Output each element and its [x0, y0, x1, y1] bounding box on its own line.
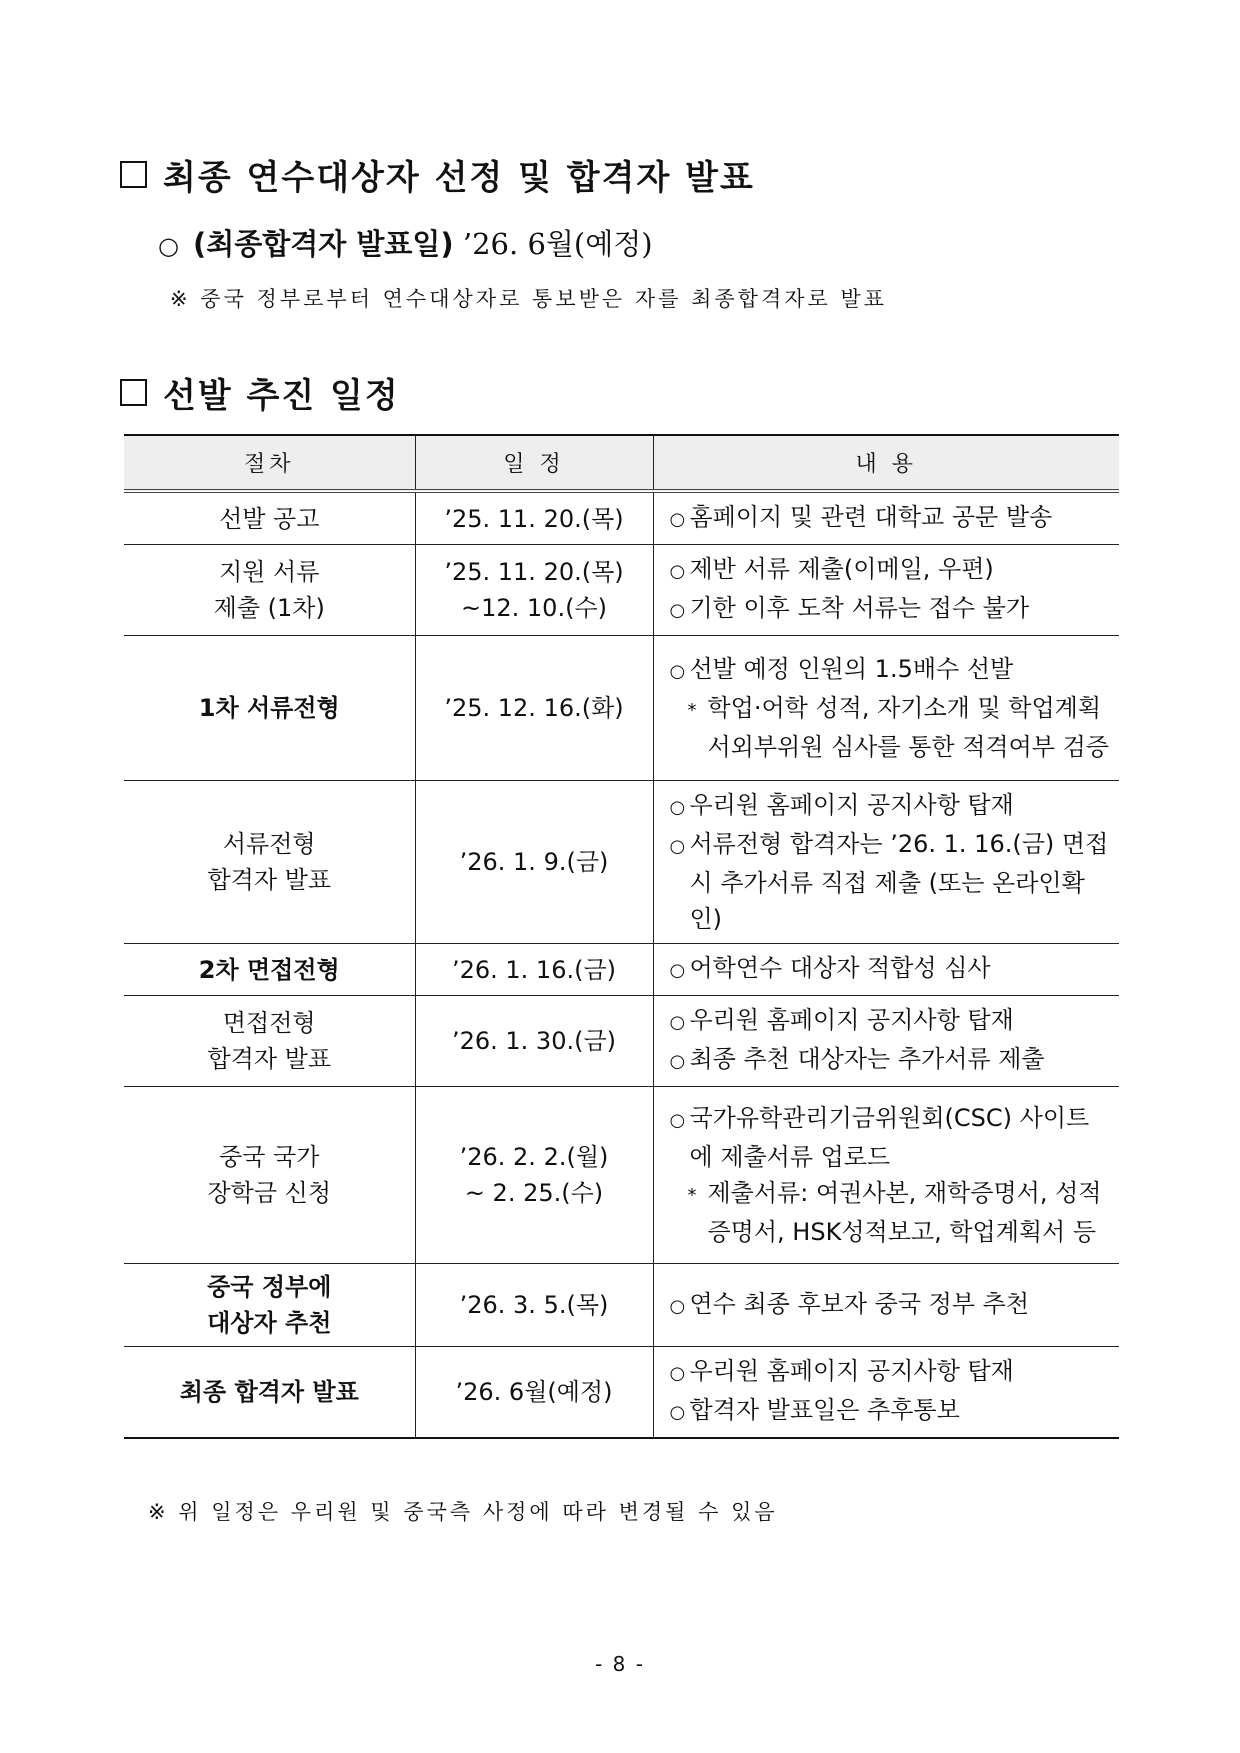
schedule-date-line: ’26. 2. 2.(월) [459, 1143, 609, 1171]
schedule-date-cell [415, 1087, 653, 1264]
asterisk-icon: * [687, 1185, 697, 1206]
content-cell [653, 1264, 1119, 1347]
content-text: 어학연수 대상자 적합성 심사 [689, 954, 991, 982]
section-title-final [120, 150, 755, 199]
content-text: 국가유학관리기금위원회(CSC) 사이트에 제출서류 업로드 [689, 1104, 1090, 1171]
final-announcement-item [158, 222, 653, 263]
table-row [124, 636, 1119, 781]
schedule-date-line: ’25. 11. 20.(목) [444, 558, 624, 586]
circle-bullet-icon: ○ [669, 600, 686, 621]
content-text: 우리원 홈페이지 공지사항 탑재 [689, 791, 1014, 819]
content-cell [653, 636, 1119, 781]
table-row [124, 781, 1119, 944]
content-item [670, 1041, 1112, 1080]
schedule-date-line: ’26. 3. 5.(목) [459, 1291, 609, 1319]
table-row [124, 1347, 1119, 1439]
procedure-line: 장학금 신청 [207, 1179, 332, 1207]
content-item [670, 1002, 1112, 1041]
asterisk-icon: * [687, 700, 697, 721]
schedule-date-cell [415, 1347, 653, 1439]
schedule-date-line: ~ 2. 25.(수) [464, 1179, 604, 1207]
content-text: 기한 이후 도착 서류는 접수 불가 [689, 594, 1030, 622]
final-announcement-label: (최종합격자 발표일) [192, 227, 454, 261]
circle-bullet-icon: ○ [669, 1012, 686, 1033]
schedule-date-cell [415, 781, 653, 944]
content-text: 최종 추천 대상자는 추가서류 제출 [689, 1045, 1045, 1073]
schedule-footnote [148, 1496, 778, 1526]
table-row [124, 1087, 1119, 1264]
circle-bullet-icon: ○ [669, 797, 686, 818]
content-subnote [670, 690, 1112, 765]
circle-bullet-icon: ○ [669, 1363, 686, 1384]
procedure-cell [124, 491, 415, 545]
table-row [124, 491, 1119, 545]
reference-mark-icon: ※ [148, 1500, 169, 1524]
content-item [670, 1353, 1112, 1392]
schedule-date-line: ’26. 1. 30.(금) [451, 1027, 617, 1055]
table-row [124, 545, 1119, 636]
content-cell [653, 545, 1119, 636]
content-text: 서류전형 합격자는 ’26. 1. 16.(금) 면접 시 추가서류 직접 제출 (또는 온라인확인) [689, 830, 1109, 933]
page-number: - 8 - [595, 1652, 645, 1676]
section-title-final-text: 최종 연수대상자 선정 및 합격자 발표 [163, 158, 755, 198]
procedure-cell [124, 545, 415, 636]
reference-mark-icon: ※ [170, 287, 191, 311]
content-cell [653, 1087, 1119, 1264]
circle-bullet-icon: ○ [669, 1110, 686, 1131]
content-text: 홈페이지 및 관련 대학교 공문 발송 [689, 503, 1053, 531]
procedure-line: 서류전형 [222, 830, 316, 858]
content-item [670, 1100, 1112, 1175]
final-announcement-note [170, 283, 887, 313]
procedure-cell [124, 1264, 415, 1347]
procedure-line: 중국 국가 [219, 1143, 320, 1171]
schedule-date-cell [415, 491, 653, 545]
content-text: 합격자 발표일은 추후통보 [689, 1396, 960, 1424]
content-cell [653, 781, 1119, 944]
procedure-line: 면접전형 [222, 1009, 316, 1037]
section-title-schedule [120, 368, 400, 417]
schedule-date-line: ’25. 12. 16.(화) [444, 694, 624, 722]
procedure-line: 제출 (1차) [213, 594, 325, 622]
procedure-line: 지원 서류 [219, 558, 320, 586]
content-item [670, 590, 1112, 629]
header-schedule: 일 정 [415, 435, 653, 491]
content-text: 선발 예정 인원의 1.5배수 선발 [689, 655, 1014, 683]
content-text: 제출서류: 여권사본, 재학증명서, 성적증명서, HSK성적보고, 학업계획서 등 [707, 1179, 1102, 1246]
schedule-date-cell [415, 636, 653, 781]
content-item [670, 1392, 1112, 1431]
schedule-date-line: ~12. 10.(수) [461, 594, 607, 622]
procedure-line: 1차 서류전형 [198, 694, 340, 722]
procedure-cell [124, 636, 415, 781]
procedure-line: 최종 합격자 발표 [179, 1378, 359, 1406]
content-text: 연수 최종 후보자 중국 정부 추천 [689, 1289, 1030, 1318]
content-subnote [670, 1175, 1112, 1250]
circle-bullet-icon: ○ [669, 561, 686, 582]
content-text: 제반 서류 제출(이메일, 우편) [689, 555, 994, 583]
section-title-schedule-text: 선발 추진 일정 [163, 376, 400, 416]
schedule-date-cell [415, 944, 653, 996]
procedure-line: 중국 정부에 [207, 1273, 332, 1301]
procedure-cell [124, 996, 415, 1087]
content-item [670, 551, 1112, 590]
checkbox-square-icon [120, 161, 147, 188]
final-announcement-date: ’26. 6월(예정) [462, 227, 653, 261]
circle-bullet-icon: ○ [669, 1051, 686, 1072]
procedure-line: 대상자 추천 [207, 1309, 332, 1337]
circle-bullet-icon: ○ [669, 661, 686, 682]
circle-bullet-icon: ○ [669, 960, 686, 981]
schedule-date-line: ’26. 1. 16.(금) [451, 955, 617, 984]
table-row [124, 996, 1119, 1087]
content-item [670, 787, 1112, 826]
header-procedure: 절차 [124, 435, 415, 491]
circle-bullet-icon: ○ [669, 836, 686, 857]
procedure-cell [124, 781, 415, 944]
final-announcement-note-text: 중국 정부로부터 연수대상자로 통보받은 자를 최종합격자로 발표 [200, 287, 888, 311]
content-text: 우리원 홈페이지 공지사항 탑재 [689, 1006, 1014, 1034]
content-cell [653, 944, 1119, 996]
content-cell [653, 996, 1119, 1087]
schedule-table [124, 434, 1119, 1439]
checkbox-square-icon [120, 379, 147, 406]
procedure-line: 합격자 발표 [207, 1045, 332, 1073]
content-item [670, 651, 1112, 690]
circle-bullet-icon: ○ [158, 232, 179, 260]
table-row [124, 944, 1119, 996]
procedure-line: 2차 면접전형 [198, 955, 340, 984]
content-text: 학업·어학 성적, 자기소개 및 학업계획서외부위원 심사를 통한 적격여부 검증 [707, 694, 1109, 761]
content-item [670, 499, 1112, 538]
schedule-date-line: ’26. 6월(예정) [455, 1378, 613, 1406]
header-content: 내 용 [653, 435, 1119, 491]
procedure-cell [124, 944, 415, 996]
procedure-cell [124, 1347, 415, 1439]
circle-bullet-icon: ○ [669, 1295, 686, 1317]
content-item [670, 826, 1112, 937]
schedule-date-line: ’26. 1. 9.(금) [459, 848, 609, 876]
circle-bullet-icon: ○ [669, 509, 686, 530]
content-cell [653, 491, 1119, 545]
procedure-cell [124, 1087, 415, 1264]
schedule-footnote-text: 위 일정은 우리원 및 중국측 사정에 따라 변경될 수 있음 [178, 1500, 778, 1524]
schedule-date-cell [415, 545, 653, 636]
content-item [670, 950, 1112, 989]
circle-bullet-icon: ○ [669, 1402, 686, 1423]
schedule-date-cell [415, 1264, 653, 1347]
table-header-row [124, 435, 1119, 491]
schedule-date-cell [415, 996, 653, 1087]
procedure-line: 합격자 발표 [207, 866, 332, 894]
procedure-line: 선발 공고 [219, 504, 320, 533]
schedule-date-line: ’25. 11. 20.(목) [444, 504, 624, 533]
content-cell [653, 1347, 1119, 1439]
content-text: 우리원 홈페이지 공지사항 탑재 [689, 1357, 1014, 1385]
content-item [670, 1286, 1112, 1325]
table-row [124, 1264, 1119, 1347]
